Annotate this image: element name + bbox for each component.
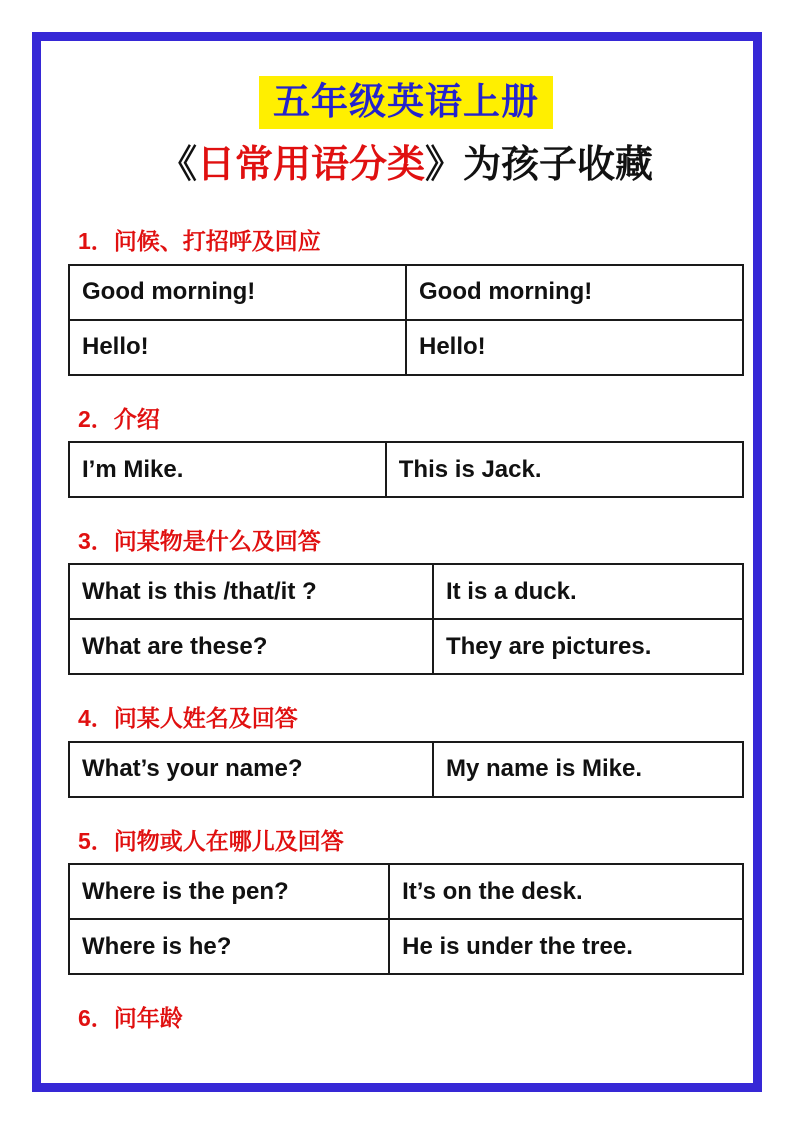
table-cell: Hello! — [406, 320, 743, 375]
table-row — [69, 442, 743, 497]
table-row — [69, 742, 743, 797]
subtitle-bracket-close: 》 — [425, 143, 464, 186]
table-cell: Good morning! — [69, 265, 406, 320]
page-content — [68, 76, 744, 1041]
table-cell: They are pictures. — [433, 619, 743, 674]
section-2-table — [68, 441, 744, 498]
section-1-heading: 1．问候、打招呼及回应 — [78, 228, 321, 255]
table-cell: What is this /that/it ? — [69, 564, 433, 619]
section-4-table — [68, 741, 744, 798]
table-cell: Good morning! — [406, 265, 743, 320]
table-cell: Hello! — [69, 320, 406, 375]
section-3 — [68, 528, 744, 675]
section-4-heading: 4．问某人姓名及回答 — [78, 705, 298, 732]
table-cell: What’s your name? — [69, 742, 433, 797]
table-cell: It is a duck. — [433, 564, 743, 619]
table-cell: Where is the pen? — [69, 864, 389, 919]
section-1 — [68, 228, 744, 375]
table-row — [69, 320, 743, 375]
section-5-table — [68, 863, 744, 975]
subtitle-emphasis: 日常用语分类 — [196, 143, 425, 186]
table-cell: This is Jack. — [386, 442, 743, 497]
section-5 — [68, 828, 744, 975]
section-1-table — [68, 264, 744, 376]
table-cell: It’s on the desk. — [389, 864, 743, 919]
table-row — [69, 265, 743, 320]
section-6 — [68, 1005, 744, 1031]
table-row — [69, 619, 743, 674]
section-2-heading: 2．介绍 — [78, 405, 160, 432]
page-subtitle — [68, 143, 744, 189]
section-2 — [68, 406, 744, 498]
section-3-heading: 3．问某物是什么及回答 — [78, 528, 321, 555]
title-row — [68, 76, 744, 129]
table-row — [69, 564, 743, 619]
table-row — [69, 864, 743, 919]
table-cell: I’m Mike. — [69, 442, 386, 497]
subtitle-rest: 为孩子收藏 — [463, 143, 654, 186]
section-6-heading: 6．问年龄 — [78, 1005, 183, 1032]
page-title: 五年级英语上册 — [259, 76, 553, 129]
section-3-table — [68, 563, 744, 675]
table-cell: Where is he? — [69, 919, 389, 974]
section-5-heading: 5．问物或人在哪儿及回答 — [78, 827, 344, 854]
table-cell: He is under the tree. — [389, 919, 743, 974]
subtitle-bracket-open: 《 — [158, 143, 197, 186]
table-cell: My name is Mike. — [433, 742, 743, 797]
table-row — [69, 919, 743, 974]
section-4 — [68, 705, 744, 797]
table-cell: What are these? — [69, 619, 433, 674]
